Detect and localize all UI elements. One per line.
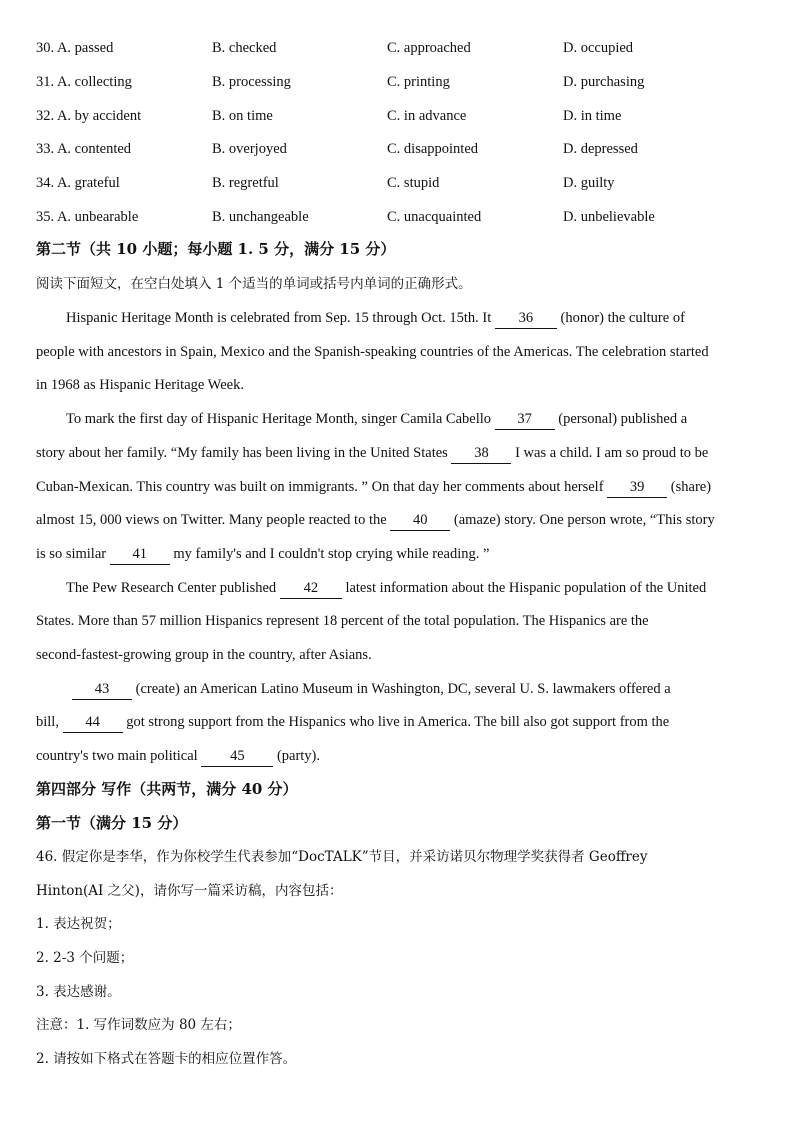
passage-text: I was a child. I am so proud to be: [511, 445, 709, 461]
passage-text: (personal) published a: [554, 411, 688, 427]
passage-text: my family's and I couldn't stop crying while reading. ”: [169, 546, 490, 562]
option-c: C. unacquainted: [387, 209, 482, 225]
passage-line: in 1968 as Hispanic Heritage Week.: [36, 377, 244, 393]
requirement-item-1: 1. 表达祝贺；: [36, 916, 121, 932]
option-b: B. checked: [212, 40, 277, 56]
option-row-30: [36, 36, 776, 60]
blank-43[interactable]: 43: [72, 679, 132, 700]
option-b: B. unchangeable: [212, 209, 309, 225]
blank-41[interactable]: 41: [110, 544, 170, 565]
passage-line: [36, 744, 320, 768]
passage-line: [72, 677, 671, 701]
option-row-32: [36, 104, 776, 128]
blank-45[interactable]: 45: [201, 746, 273, 767]
blank-40[interactable]: 40: [390, 510, 450, 531]
note-1: 注意：1. 写作词数应为 80 左右；: [36, 1017, 241, 1033]
note-2: 2. 请按如下格式在答题卡的相应位置作答。: [36, 1051, 297, 1067]
passage-text: (amaze) story. One person wrote, “This story: [450, 512, 715, 528]
passage-text: (share): [667, 479, 712, 495]
passage-line: States. More than 57 million Hispanics represent 18 percent of the total population. The Hispanics are the: [36, 613, 649, 629]
requirement-item-3: 3. 表达感谢。: [36, 984, 121, 1000]
option-a: 35. A. unbearable: [36, 209, 139, 225]
passage-line: [66, 306, 685, 330]
part4-heading: 第四部分 写作（共两节，满分 40 分）: [36, 780, 298, 798]
blank-39[interactable]: 39: [607, 477, 667, 498]
option-d: D. unbelievable: [563, 209, 655, 225]
passage-text: story about her family. “My family has been living in the United States: [36, 445, 452, 461]
option-c: C. disappointed: [387, 141, 479, 157]
passage-text: latest information about the Hispanic population of the United: [341, 580, 707, 596]
blank-37[interactable]: 37: [495, 409, 555, 430]
passage-line: [36, 441, 708, 465]
passage-text: (honor) the culture of: [556, 310, 685, 326]
section2-instruction: 阅读下面短文，在空白处填入 1 个适当的单词或括号内单词的正确形式。: [36, 276, 472, 292]
option-b: B. overjoyed: [212, 141, 287, 157]
passage-line: [36, 710, 669, 734]
option-b: B. processing: [212, 74, 291, 90]
passage-text: The Pew Research Center published: [66, 580, 280, 596]
passage-line: second-fastest-growing group in the country, after Asians.: [36, 647, 372, 663]
passage-line: [66, 407, 687, 431]
option-row-33: [36, 137, 776, 161]
option-d: D. in time: [563, 108, 622, 124]
passage-text: Cuban-Mexican. This country was built on immigrants. ” On that day her comments about herself: [36, 479, 608, 495]
passage-text: (create) an American Latino Museum in Washington, DC, several U. S. lawmakers offered a: [132, 681, 671, 697]
option-a: 33. A. contented: [36, 141, 132, 157]
passage-line: [36, 508, 715, 532]
passage-text: (party).: [273, 748, 321, 764]
passage-text: almost 15, 000 views on Twitter. Many people reacted to the: [36, 512, 391, 528]
passage-text: Hispanic Heritage Month is celebrated from Sep. 15 through Oct. 15th. It: [66, 310, 495, 326]
option-d: D. guilty: [563, 175, 615, 191]
blank-38[interactable]: 38: [451, 443, 511, 464]
passage-text: country's two main political: [36, 748, 202, 764]
option-d: D. purchasing: [563, 74, 645, 90]
passage-line: [36, 542, 489, 566]
passage-line: [66, 576, 706, 600]
passage-text: To mark the first day of Hispanic Heritage Month, singer Camila Cabello: [66, 411, 495, 427]
question-46-line1: 46. 假定你是李华，作为你校学生代表参加“DocTALK”节目，并采访诺贝尔物理学奖获得者 Geoffrey: [36, 849, 648, 865]
option-d: D. occupied: [563, 40, 634, 56]
passage-text: got strong support from the Hispanics who live in America. The bill also got support from the: [122, 714, 670, 730]
blank-36[interactable]: 36: [495, 308, 557, 329]
section2-heading: 第二节（共 10 小题；每小题 1. 5 分，满分 15 分）: [36, 240, 396, 258]
option-row-34: [36, 171, 776, 195]
blank-44[interactable]: 44: [63, 712, 123, 733]
option-c: C. in advance: [387, 108, 467, 124]
option-row-35: [36, 205, 776, 229]
passage-line: [36, 475, 711, 499]
part4-sub-heading: 第一节（满分 15 分）: [36, 814, 188, 832]
option-row-31: [36, 70, 776, 94]
option-b: B. regretful: [212, 175, 279, 191]
option-b: B. on time: [212, 108, 273, 124]
passage-line: people with ancestors in Spain, Mexico and the Spanish-speaking countries of the Americas. The celebration started: [36, 344, 709, 360]
question-46-line2: Hinton(AI 之父)，请你写一篇采访稿，内容包括：: [36, 883, 343, 899]
option-c: C. printing: [387, 74, 450, 90]
option-a: 34. A. grateful: [36, 175, 120, 191]
option-c: C. approached: [387, 40, 471, 56]
option-a: 32. A. by accident: [36, 108, 142, 124]
option-c: C. stupid: [387, 175, 440, 191]
passage-text: is so similar: [36, 546, 110, 562]
blank-42[interactable]: 42: [280, 578, 342, 599]
option-a: 31. A. collecting: [36, 74, 132, 90]
option-d: D. depressed: [563, 141, 638, 157]
requirement-item-2: 2. 2-3 个问题；: [36, 950, 134, 966]
passage-text: bill,: [36, 714, 63, 730]
option-a: 30. A. passed: [36, 40, 114, 56]
